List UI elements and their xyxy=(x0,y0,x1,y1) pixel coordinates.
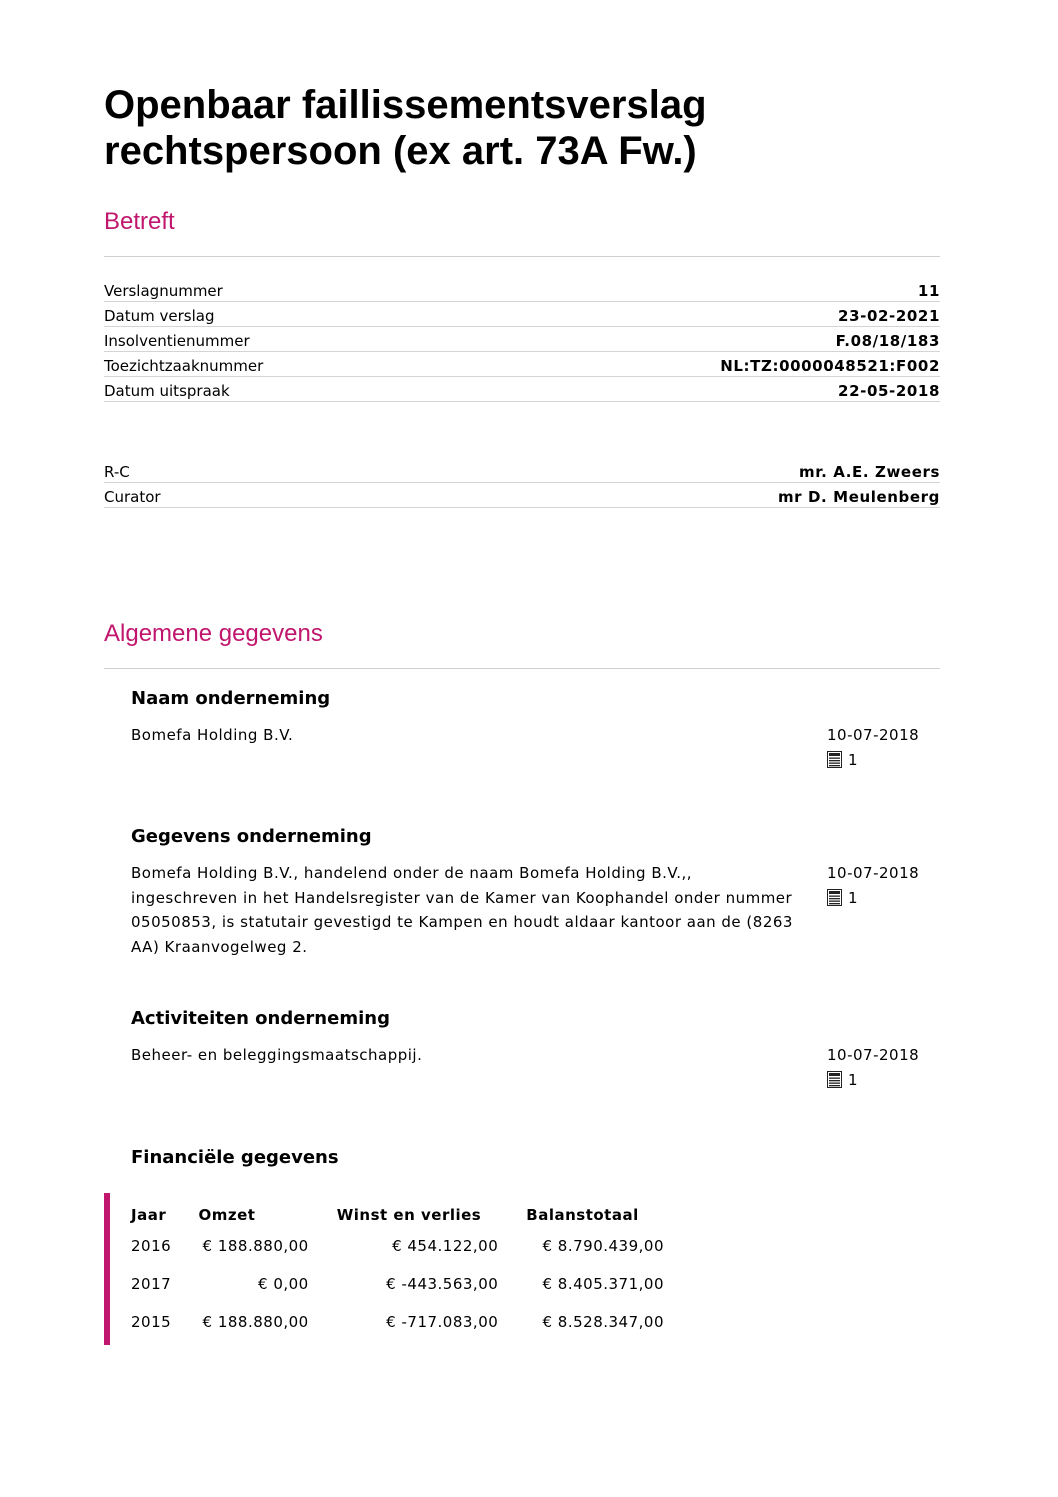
detail-label: Verslagnummer xyxy=(104,282,223,300)
detail-label: R-C xyxy=(104,463,130,481)
cell-winst: € 454.122,00 xyxy=(392,1237,499,1255)
subsection-financiele-gegevens xyxy=(131,1147,940,1168)
document-reference[interactable] xyxy=(827,748,940,773)
cell-omzet: € 0,00 xyxy=(258,1275,309,1293)
detail-label: Insolventienummer xyxy=(104,332,250,350)
detail-value: 23-02-2021 xyxy=(838,307,940,325)
detail-label: Datum verslag xyxy=(104,307,215,325)
section-heading-algemeen: Algemene gegevens xyxy=(104,620,323,647)
reference-number: 1 xyxy=(848,1070,859,1089)
document-icon xyxy=(827,889,842,906)
cell-winst: € -443.563,00 xyxy=(386,1275,499,1293)
subsection-title: Activiteiten onderneming xyxy=(131,1008,390,1029)
detail-value: F.08/18/183 xyxy=(835,332,940,350)
detail-value: 22-05-2018 xyxy=(838,382,940,400)
entry-date: 10-07-2018 xyxy=(827,1046,920,1064)
detail-value: mr. A.E. Zweers xyxy=(799,463,940,481)
subsection-title: Financiële gegevens xyxy=(131,1147,339,1168)
document-title: Openbaar faillissementsverslag rechtspersoon (ex art. 73A Fw.) xyxy=(104,83,707,173)
subsection-title: Gegevens onderneming xyxy=(131,826,372,847)
detail-row-insolventienummer xyxy=(104,328,940,352)
people-list xyxy=(104,459,940,509)
financial-table xyxy=(131,1203,664,1341)
cell-jaar: 2016 xyxy=(131,1237,172,1255)
detail-row-rc xyxy=(104,459,940,483)
document-icon xyxy=(827,1071,842,1088)
reference-number: 1 xyxy=(848,888,859,907)
table-row xyxy=(131,1303,664,1341)
subsection-meta xyxy=(827,723,940,772)
cell-balans: € 8.790.439,00 xyxy=(542,1237,664,1255)
detail-value: 11 xyxy=(917,282,940,300)
detail-row-curator xyxy=(104,484,940,508)
section-divider xyxy=(104,256,940,257)
subsection-meta xyxy=(827,861,940,959)
table-header-row xyxy=(131,1203,664,1227)
column-header-winst: Winst en verlies xyxy=(336,1206,482,1224)
section-heading-betreft: Betreft xyxy=(104,208,175,235)
case-details-list xyxy=(104,278,940,403)
cell-jaar: 2015 xyxy=(131,1313,172,1331)
cell-omzet: € 188.880,00 xyxy=(202,1313,309,1331)
detail-label: Toezichtzaaknummer xyxy=(104,357,264,375)
cell-omzet: € 188.880,00 xyxy=(202,1237,309,1255)
subsection-gegevens-onderneming xyxy=(131,826,940,959)
subsection-text: Bomefa Holding B.V. xyxy=(131,726,294,744)
entry-date: 10-07-2018 xyxy=(827,864,920,882)
table-row xyxy=(131,1265,664,1303)
section-divider xyxy=(104,668,940,669)
subsection-activiteiten-onderneming xyxy=(131,1008,940,1092)
entry-date: 10-07-2018 xyxy=(827,726,920,744)
document-icon xyxy=(827,751,842,768)
table-row xyxy=(131,1227,664,1265)
column-header-jaar: Jaar xyxy=(131,1206,167,1224)
subsection-text: Bomefa Holding B.V., handelend onder de naam Bomefa Holding B.V.,, ingeschreven in het Handelsregister van de Kamer van Koophandel onder nummer 05050853, is statutair gevestigd te Kampen en houdt aldaar kantoor aan de (8263 AA) Kraanvogelweg 2. xyxy=(131,864,793,956)
detail-value: mr D. Meulenberg xyxy=(777,488,940,506)
accent-bar xyxy=(104,1193,110,1345)
subsection-text: Beheer- en beleggingsmaatschappij. xyxy=(131,1046,423,1064)
detail-label: Curator xyxy=(104,488,161,506)
cell-winst: € -717.083,00 xyxy=(386,1313,499,1331)
detail-row-toezichtzaaknummer xyxy=(104,353,940,377)
reference-number: 1 xyxy=(848,750,859,769)
column-header-balans: Balanstotaal xyxy=(526,1206,639,1224)
subsection-naam-onderneming xyxy=(131,688,940,772)
cell-jaar: 2017 xyxy=(131,1275,172,1293)
subsection-meta xyxy=(827,1043,940,1092)
detail-label: Datum uitspraak xyxy=(104,382,230,400)
cell-balans: € 8.405.371,00 xyxy=(542,1275,664,1293)
detail-row-datum-uitspraak xyxy=(104,378,940,402)
column-header-omzet: Omzet xyxy=(198,1206,256,1224)
subsection-title: Naam onderneming xyxy=(131,688,331,709)
cell-balans: € 8.528.347,00 xyxy=(542,1313,664,1331)
document-reference[interactable] xyxy=(827,886,940,911)
detail-row-datum-verslag xyxy=(104,303,940,327)
document-reference[interactable] xyxy=(827,1068,940,1093)
detail-value: NL:TZ:0000048521:F002 xyxy=(720,357,940,375)
detail-row-verslagnummer xyxy=(104,278,940,302)
